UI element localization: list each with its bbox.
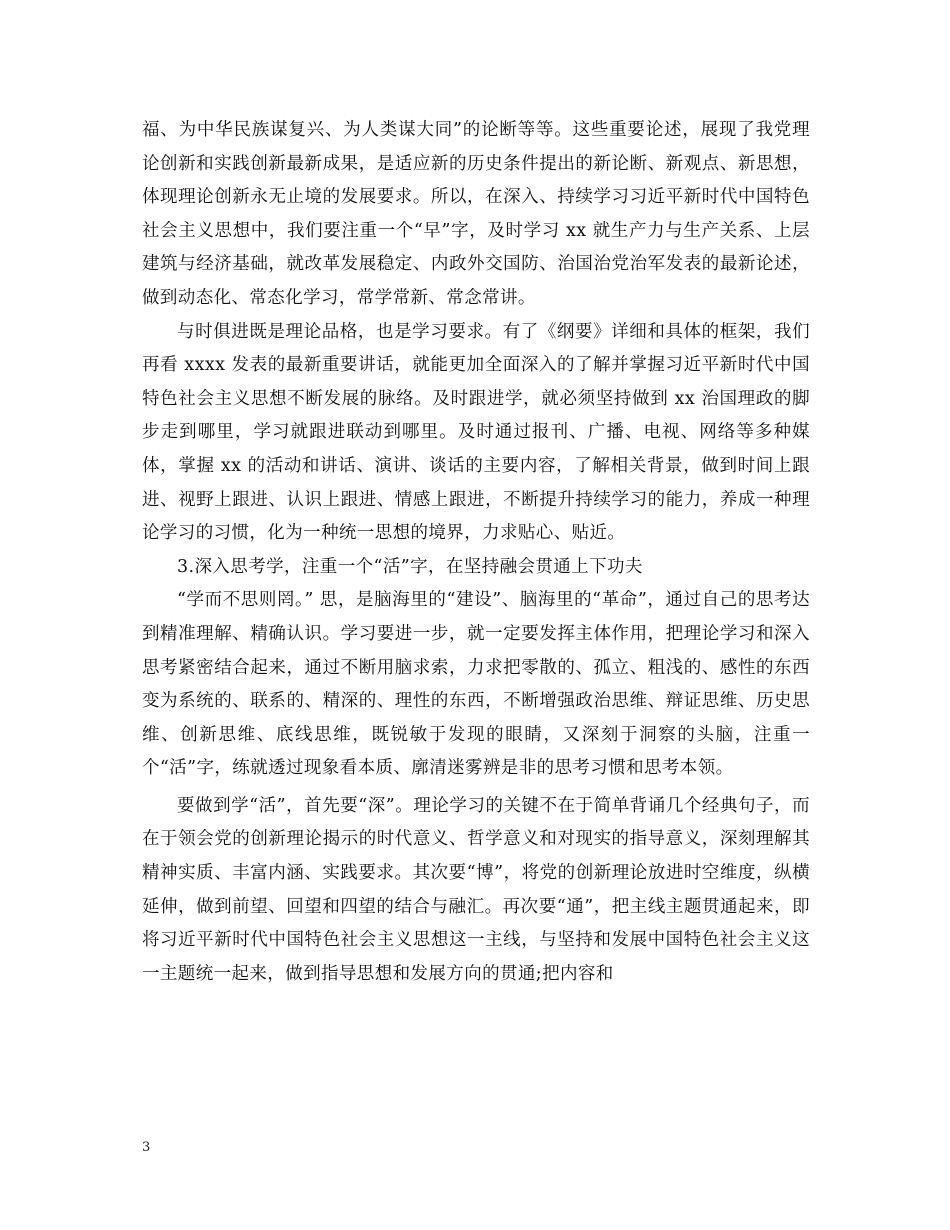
paragraph-thinking: “学而不思则罔。” 思，是脑海里的“建设”、脑海里的“革命”，通过自己的思考达到精准理解、精确认识。学习要进一步，就一定要发挥主体作用，把理论学习和深入思考紧密结合起来，通过不断用脑求索，力求把零散的、孤立、粗浅的、感性的东西变为系统的、联系的、精深的、理性的东西，不断增强政治思维、辩证思维、历史思维、创新思维、底线思维，既锐敏于发现的眼睛，又深刻于洞察的头脑，注重一个“活”字，练就透过现象看本质、廓清迷雾辨是非的思考习惯和思考本领。 xyxy=(142,590,810,779)
section-heading-3: 3.深入思考学，注重一个“活”字，在坚持融会贯通上下功夫 xyxy=(177,556,643,577)
body-text xyxy=(142,114,810,991)
paragraph-learn-actively: 要做到学“活”，首先要“深”。理论学习的关键不在于简单背诵几个经典句子，而在于领会党的创新理论揭示的时代意义、哲学意义和对现实的指导意义，深刻理解其精神实质、丰富内涵、实践要求。其次要“博”，将党的创新理论放进时空维度，纵横延伸，做到前望、回望和四望的结合与融汇。再次要“通”，把主线主题贯通起来，即将习近平新时代中国特色社会主义思想这一主线，与坚持和发展中国特色社会主义这一主题统一起来，做到指导思想和发展方向的贯通;把内容和 xyxy=(142,795,810,984)
page-number: 3 xyxy=(142,1140,151,1155)
paragraph-continuation: 福、为中华民族谋复兴、为人类谋大同”的论断等等。这些重要论述，展现了我党理论创新和实践创新最新成果，是适应新的历史条件提出的新论断、新观点、新思想，体现理论创新永无止境的发展要求。所以，在深入、持续学习习近平新时代中国特色社会主义思想中，我们要注重一个“早”字，及时学习 xx 就生产力与生产关系、上层建筑与经济基础，就改革发展稳定、内政外交国防、治国治党治军发表的最新论述，做到动态化、常态化学习，常学常新、常念常讲。 xyxy=(142,120,810,308)
paragraph-keep-pace: 与时俱进既是理论品格，也是学习要求。有了《纲要》详细和具体的框架，我们再看 xxxx 发表的最新重要讲话，就能更加全面深入的了解并掌握习近平新时代中国特色社会主义思想不断发展的脉络。及时跟进学，就必须坚持做到 xx 治国理政的脚步走到哪里，学习就跟进联动到哪里。及时通过报刊、广播、电视、网络等多种媒体，掌握 xx 的活动和讲话、演讲、谈话的主要内容，了解相关背景，做到时间上跟进、视野上跟进、认识上跟进、情感上跟进，不断提升持续学习的能力，养成一种理论学习的习惯，化为一种统一思想的境界，力求贴心、贴近。 xyxy=(142,321,810,544)
